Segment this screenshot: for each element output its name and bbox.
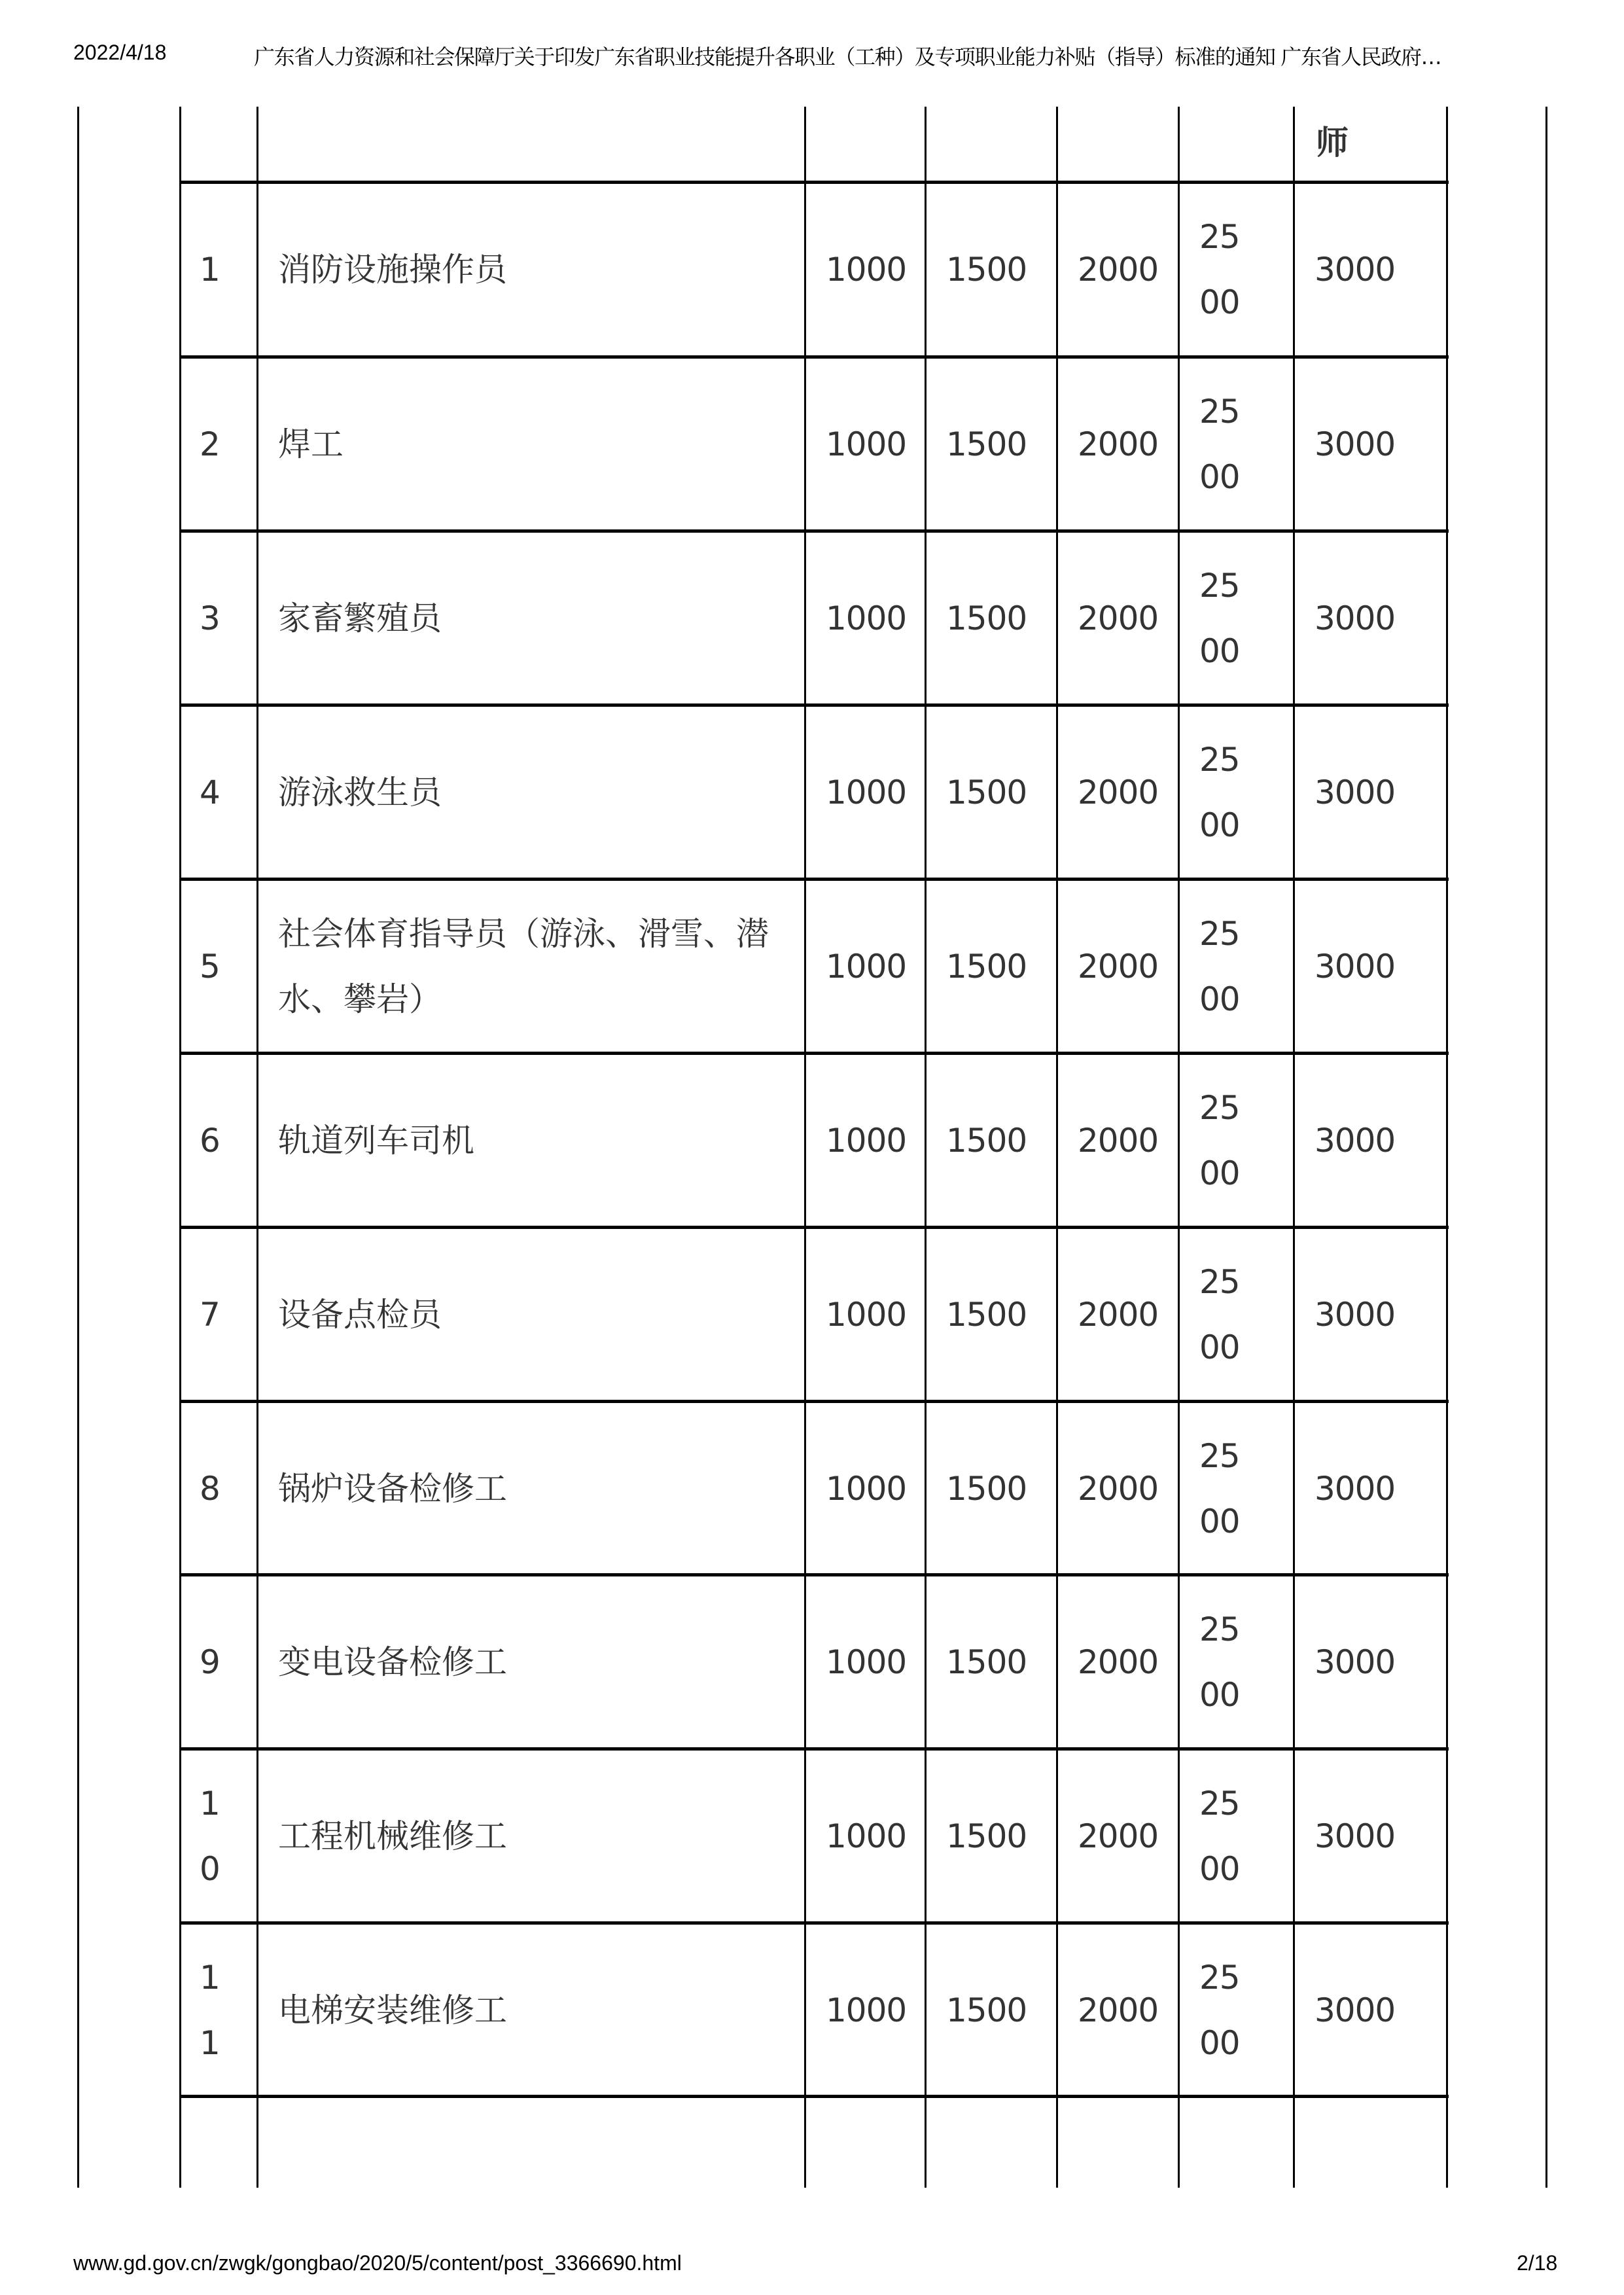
row-number: 9 — [200, 1643, 221, 1681]
occupation-name: 社会体育指导员（游泳、滑雪、潜水、攀岩） — [278, 915, 769, 1018]
occupation-name: 轨道列车司机 — [278, 1122, 474, 1160]
row-number: 4 — [200, 774, 221, 811]
subsidy-value-text: 2500 — [1199, 218, 1240, 321]
row-number: 5 — [200, 948, 221, 986]
subsidy-value: 3000 — [1315, 1470, 1396, 1508]
subsidy-value-text: 2500 — [1199, 567, 1240, 670]
subsidy-value: 2000 — [1078, 1296, 1159, 1334]
subsidy-value: 3000 — [1315, 1991, 1396, 2029]
occupation-name: 电梯安装维修工 — [278, 1991, 507, 2029]
subsidy-value: 3000 — [1315, 1296, 1396, 1334]
subsidy-value: 3000 — [1315, 1122, 1396, 1160]
outer-right-border — [1545, 107, 1547, 2188]
subsidy-value: 1500 — [946, 251, 1027, 289]
table-row — [179, 1400, 1449, 1574]
occupation-name: 焊工 — [278, 425, 344, 463]
subsidy-value: 1500 — [946, 1991, 1027, 2029]
subsidy-value: 1500 — [946, 1643, 1027, 1681]
row-number: 8 — [200, 1470, 221, 1508]
subsidy-value: 1000 — [826, 1296, 907, 1334]
table-row — [179, 878, 1449, 1052]
subsidy-value: 3000 — [1315, 774, 1396, 811]
header-fragment: 师 — [1316, 124, 1349, 162]
occupation-name: 游泳救生员 — [278, 774, 442, 811]
subsidy-value: 1000 — [826, 1643, 907, 1681]
row-number: 6 — [200, 1122, 221, 1160]
subsidy-value: 2000 — [1078, 425, 1159, 463]
subsidy-value: 1500 — [946, 1470, 1027, 1508]
subsidy-value: 2000 — [1078, 1643, 1159, 1681]
subsidy-table — [179, 107, 1449, 2188]
subsidy-value: 1000 — [826, 599, 907, 637]
row-number-text: 10 — [200, 1785, 221, 1888]
subsidy-value: 3000 — [1315, 1817, 1396, 1855]
subsidy-value-text: 2500 — [1199, 1785, 1240, 1888]
subsidy-value — [1180, 707, 1293, 878]
subsidy-value-text: 2500 — [1199, 1263, 1240, 1366]
subsidy-value — [1180, 1229, 1293, 1400]
subsidy-value-text: 2500 — [1199, 1437, 1240, 1540]
subsidy-value: 2000 — [1078, 1470, 1159, 1508]
occupation-name: 变电设备检修工 — [278, 1643, 507, 1681]
subsidy-value: 1500 — [946, 1817, 1027, 1855]
subsidy-value: 1000 — [826, 1991, 907, 2029]
subsidy-value — [1180, 1925, 1293, 2096]
subsidy-value: 1000 — [826, 1470, 907, 1508]
header-continuation-row — [179, 107, 1449, 182]
table-row — [179, 703, 1449, 878]
subsidy-value: 1500 — [946, 425, 1027, 463]
page-url: www.gd.gov.cn/zwgk/gongbao/2020/5/content/post_3366690.html — [73, 2251, 682, 2275]
subsidy-value: 1500 — [946, 599, 1027, 637]
table-row — [179, 529, 1449, 704]
table-row — [179, 1747, 1449, 1922]
subsidy-value: 2000 — [1078, 1991, 1159, 2029]
table-row — [179, 1052, 1449, 1226]
occupation-name: 工程机械维修工 — [278, 1817, 507, 1855]
subsidy-value-text: 2500 — [1199, 393, 1240, 496]
row-number-text: 11 — [200, 1959, 221, 2062]
row-number — [181, 1751, 256, 1922]
subsidy-value-text: 2500 — [1199, 1089, 1240, 1192]
subsidy-value: 1000 — [826, 1122, 907, 1160]
subsidy-value: 2000 — [1078, 1122, 1159, 1160]
subsidy-value — [1180, 1055, 1293, 1226]
table-row — [179, 181, 1449, 355]
subsidy-value — [1180, 881, 1293, 1052]
subsidy-value — [1180, 1403, 1293, 1574]
subsidy-value — [1180, 1751, 1293, 1922]
subsidy-value: 1000 — [826, 425, 907, 463]
subsidy-value-text: 2500 — [1199, 1959, 1240, 2062]
table-row — [179, 1921, 1449, 2096]
subsidy-value: 2000 — [1078, 948, 1159, 986]
subsidy-value: 3000 — [1315, 599, 1396, 637]
subsidy-value: 1500 — [946, 1122, 1027, 1160]
subsidy-value: 3000 — [1315, 251, 1396, 289]
occupation-name: 锅炉设备检修工 — [278, 1470, 507, 1508]
occupation-name: 消防设施操作员 — [278, 251, 507, 289]
page-number: 2/18 — [1517, 2251, 1558, 2275]
subsidy-value: 1000 — [826, 1817, 907, 1855]
subsidy-value: 1500 — [946, 1296, 1027, 1334]
subsidy-value: 1500 — [946, 948, 1027, 986]
table-row — [179, 355, 1449, 530]
subsidy-value: 3000 — [1315, 948, 1396, 986]
subsidy-value: 1000 — [826, 774, 907, 811]
subsidy-value: 3000 — [1315, 425, 1396, 463]
subsidy-value: 2000 — [1078, 251, 1159, 289]
occupation-name: 设备点检员 — [278, 1296, 442, 1334]
outer-left-border — [77, 107, 79, 2188]
row-number: 3 — [200, 599, 221, 637]
row-number — [181, 1925, 256, 2096]
row-number: 2 — [200, 425, 221, 463]
subsidy-value: 2000 — [1078, 1817, 1159, 1855]
subsidy-value-text: 2500 — [1199, 741, 1240, 844]
subsidy-value-text: 2500 — [1199, 915, 1240, 1018]
table-row — [179, 1573, 1449, 1748]
subsidy-value: 2000 — [1078, 774, 1159, 811]
subsidy-value: 1000 — [826, 948, 907, 986]
print-date: 2022/4/18 — [73, 41, 167, 64]
row-number: 1 — [200, 251, 221, 289]
subsidy-value — [1180, 184, 1293, 355]
page-title: 广东省人力资源和社会保障厅关于印发广东省职业技能提升各职业（工种）及专项职业能力补贴（指导）标准的通知 广东省人民政府… — [254, 44, 1441, 69]
subsidy-value — [1180, 359, 1293, 530]
subsidy-value — [1180, 1576, 1293, 1748]
subsidy-value: 1500 — [946, 774, 1027, 811]
subsidy-value: 3000 — [1315, 1643, 1396, 1681]
row-number: 7 — [200, 1296, 221, 1334]
subsidy-value-text: 2500 — [1199, 1610, 1240, 1714]
subsidy-value: 2000 — [1078, 599, 1159, 637]
table-row-continuation — [179, 2095, 1449, 2188]
occupation-name: 家畜繁殖员 — [278, 599, 442, 637]
table-row — [179, 1226, 1449, 1400]
subsidy-value: 1000 — [826, 251, 907, 289]
subsidy-value — [1180, 533, 1293, 704]
